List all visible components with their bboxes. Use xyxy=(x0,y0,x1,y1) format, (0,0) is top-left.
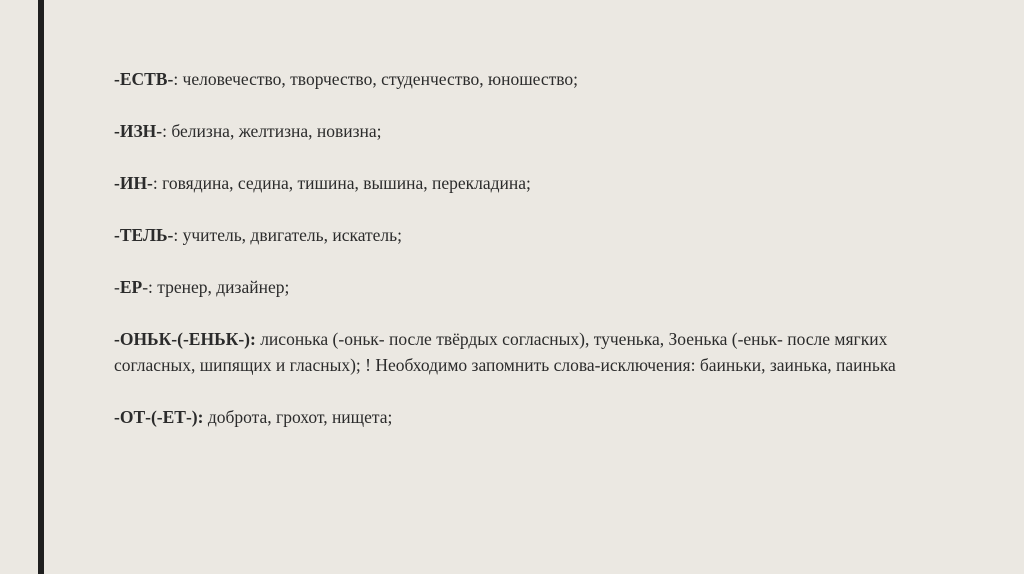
suffix-line-estv xyxy=(114,66,914,92)
suffix-line-in xyxy=(114,170,914,196)
suffix-line-tel xyxy=(114,222,914,248)
accent-bar xyxy=(38,0,44,574)
suffix-label: -ОНЬК-(-ЕНЬК-): xyxy=(114,329,256,349)
suffix-examples: : человечество, творчество, студенчество, юношество; xyxy=(173,69,579,89)
suffix-line-er xyxy=(114,274,914,300)
suffix-examples: лисонька (-оньк- после твёрдых согласных), тученька, Зоенька (-еньк- после мягких согласных, шипящих и гласных); ! Необходимо запомнить слова-исключения: баиньки, заинька, паинька xyxy=(114,329,896,375)
suffix-line-izn xyxy=(114,118,914,144)
suffix-label: -ОТ-(-ЕТ-): xyxy=(114,407,204,427)
suffix-label: -ИН- xyxy=(114,173,153,193)
suffix-examples: -: тренер, дизайнер; xyxy=(142,277,290,297)
suffix-label: -ТЕЛЬ- xyxy=(114,225,174,245)
suffix-examples: : белизна, желтизна, новизна; xyxy=(162,121,382,141)
suffix-line-ot xyxy=(114,404,914,430)
suffix-label: -ИЗН- xyxy=(114,121,163,141)
suffix-line-onk xyxy=(114,326,914,378)
suffix-prefix: - xyxy=(114,277,120,297)
suffix-examples: доброта, грохот, нищета; xyxy=(203,407,393,427)
suffix-list xyxy=(114,66,914,456)
suffix-label: ЕР xyxy=(119,277,143,297)
suffix-examples: : учитель, двигатель, искатель; xyxy=(173,225,403,245)
suffix-examples: : говядина, седина, тишина, вышина, перекладина; xyxy=(152,173,531,193)
suffix-label: -ЕСТВ- xyxy=(114,69,174,89)
